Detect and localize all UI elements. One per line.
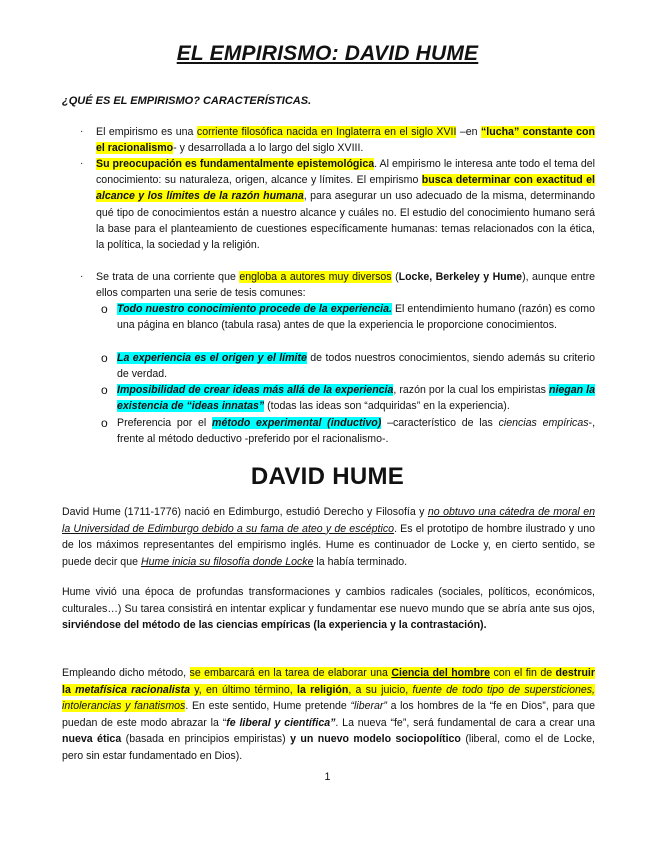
section-subtitle: ¿QUÉ ES EL EMPIRISMO? CARACTERÍSTICAS. xyxy=(62,95,312,107)
section-heading: DAVID HUME xyxy=(250,463,405,490)
paragraph-2: Hume vivió una época de profundas transformaciones y cambios radicales (sociales, políticos, económicos, culturales…) Su tarea consistirá en intentar explicar y fundamentar ese nuevo mundo que se abría ante sus ojos, sirviéndose del método de las ciencias empíricas (la experiencia y la contrastación). xyxy=(62,586,595,631)
bullet-marker: · xyxy=(80,271,84,282)
paragraph-3: Empleando dicho método, se embarcará en la tarea de elaborar una Ciencia del hombre con el fin de destruir la metafísica racionalista y, en último término, la religión, a su juicio, fuente de todo tipo de supersticiones, intolerancias y fanatismos. En este sentido, Hume pretende “liberar” a los hombres de la “fe en Dios”, para que puedan de este modo abrazar la “fe liberal y científica”. La nueva “fe”, será fundamental de cara a crear una nueva ética (basada en principios empiristas) y un nuevo modelo sociopolítico (liberal, como el de Locke, pero sin estar fundamentado en Dios). xyxy=(62,667,595,762)
paragraph-1: David Hume (1711-1776) nació en Edimburgo, estudió Derecho y Filosofía y no obtuvo una cátedra de moral en la Universidad de Edimburgo debido a su fama de ateo y de escéptico. Es el prototipo de hombre ilustrado y uno de los máximos representantes del empirismo inglés. Hume es continuador de Locke y, en cierto sentido, se puede decir que Hume inicia su filosofía donde Locke la había terminado. xyxy=(62,506,596,568)
sub-bullet-1: Todo nuestro conocimiento procede de la experiencia. El entendimiento humano (razón) es como una página en blanco (tabula rasa) antes de que la experiencia le proporcione conocimientos. xyxy=(117,303,595,332)
sub-bullet-marker: o xyxy=(101,351,108,365)
bullet-1: El empirismo es una corriente filosófica nacida en Inglaterra en el siglo XVII –en “lucha” constante con el racionalismo- y desarrollada a lo largo del siglo XVIII. xyxy=(96,126,595,155)
bullet-marker: · xyxy=(80,158,84,169)
sub-bullet-4: Preferencia por el método experimental (inductivo) –característico de las ciencias empíricas-, frente al método deductivo -preferido por el racionalismo-. xyxy=(117,417,596,446)
sub-bullet-2: La experiencia es el origen y el límite de todos nuestros conocimientos, siendo además su criterio de verdad. xyxy=(117,352,595,381)
bullet-marker: · xyxy=(80,126,84,137)
sub-bullet-marker: o xyxy=(101,416,108,430)
bullet-2: Su preocupación es fundamentalmente epistemológica. Al empirismo le interesa ante todo el tema del conocimiento: su naturaleza, origen, alcance y límites. El empirismo busca determinar con exactitud el alcance y los límites de la razón humana, para asegurar un uso adecuado de la misma, determinando qué tipo de conocimientos están a nuestro alcance y cuáles no. El estudio del conocimiento humano será la base para el planteamiento de cuestiones específicamente humanas: temas relacionados con la ética, la política, la sociedad y la religión. xyxy=(96,158,596,252)
document-title: EL EMPIRISMO: DAVID HUME xyxy=(176,42,479,65)
bullet-3: Se trata de una corriente que engloba a autores muy diversos (Locke, Berkeley y Hume), aunque entre ellos comparten una serie de tesis comunes: xyxy=(96,271,596,300)
sub-bullet-marker: o xyxy=(101,302,108,316)
sub-bullet-marker: o xyxy=(101,383,108,397)
sub-bullet-3: Imposibilidad de crear ideas más allá de la experiencia, razón por la cual los empiristas niegan la existencia de “ideas innatas” (todas las ideas son “adquiridas” en la experiencia). xyxy=(117,384,595,413)
page-number: 1 xyxy=(324,771,331,783)
